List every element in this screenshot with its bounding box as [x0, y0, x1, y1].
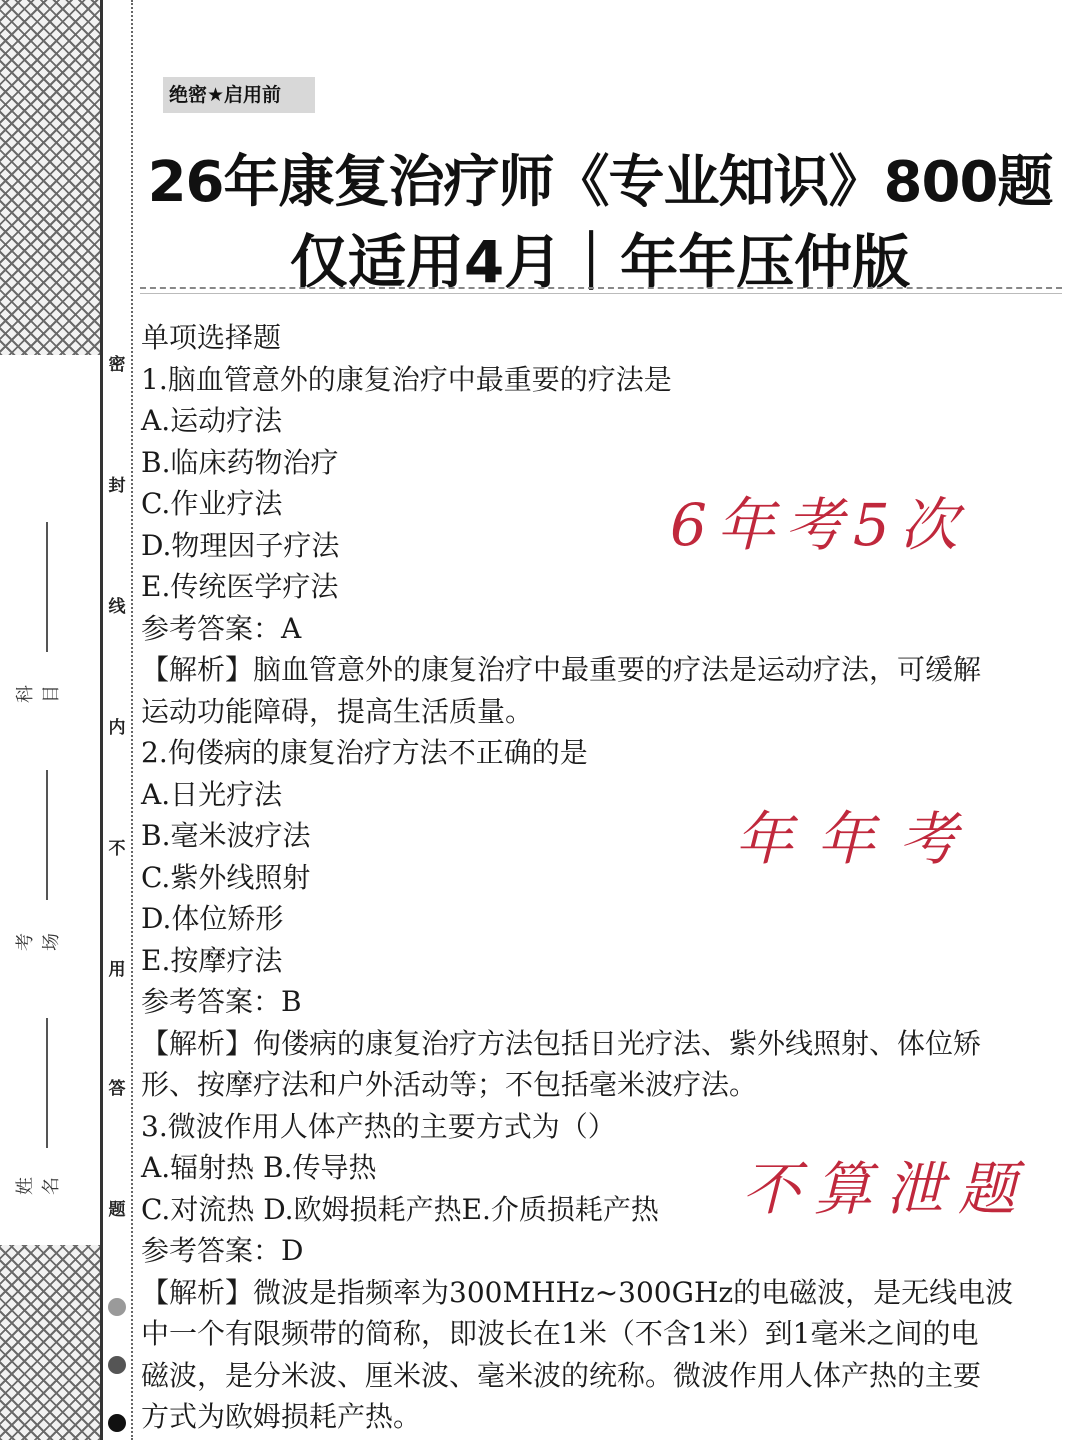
q3-explanation-line1: 【解析】微波是指频率为300MHHz~300GHz的电磁波，是无线电波 [141, 1275, 1014, 1309]
question-1: 1.脑血管意外的康复治疗中最重要的疗法是 [141, 362, 672, 396]
field-label-subject: 科目 [15, 685, 62, 703]
page-title-line1: 26年康复治疗师《专业知识》800题 [147, 150, 1053, 215]
binding-dotted-line [131, 0, 133, 1440]
q2-answer: 参考答案：B [141, 985, 302, 1018]
field-line-subject [46, 522, 48, 652]
question-3: 3.微波作用人体产热的主要方式为（） [141, 1109, 616, 1143]
page-title-line2: 仅适用4月｜年年压仲版 [289, 228, 911, 296]
q3-options-ab: A.辐射热 B.传导热 [141, 1151, 377, 1184]
field-line-room [46, 770, 48, 900]
q1-option-b: B.临床药物治疗 [141, 445, 339, 479]
seal-char-2: 封 [108, 476, 126, 496]
q1-option-c: C.作业疗法 [141, 487, 283, 520]
punch-hole-2 [108, 1356, 126, 1374]
q1-option-a: A.运动疗法 [141, 404, 283, 437]
seal-char-7: 答 [108, 1079, 126, 1099]
binding-border-line [100, 0, 103, 1440]
seal-char-3: 线 [108, 597, 126, 617]
q3-explanation-line3: 磁波，是分米波、厘米波、毫米波的统称。微波作用人体产热的主要 [141, 1358, 982, 1392]
q3-options-cde: C.对流热 D.欧姆损耗产热E.介质损耗产热 [141, 1192, 659, 1226]
seal-char-8: 题 [108, 1200, 126, 1220]
seal-char-1: 密 [108, 355, 126, 375]
seal-char-4: 内 [108, 718, 126, 738]
q3-explanation-line4: 方式为欧姆损耗产热。 [141, 1400, 422, 1433]
section-heading: 单项选择题 [141, 321, 282, 354]
q2-explanation-line2: 形、按摩疗法和户外活动等；不包括毫米波疗法。 [141, 1068, 758, 1101]
punch-hole-1 [108, 1298, 126, 1316]
binding-pattern-top [0, 0, 100, 355]
q2-explanation-line1: 【解析】佝偻病的康复治疗方法包括日光疗法、紫外线照射、体位矫 [141, 1026, 982, 1060]
confidential-badge: 绝密★启用前 [163, 77, 315, 113]
field-label-name: 姓名 [15, 1177, 62, 1195]
header-divider [140, 287, 1062, 294]
punch-hole-3 [108, 1414, 126, 1432]
q1-answer: 参考答案：A [141, 611, 302, 645]
q1-option-e: E.传统医学疗法 [141, 570, 339, 603]
seal-char-6: 用 [108, 960, 126, 980]
q3-explanation-line2: 中一个有限频带的简称，即波长在1米（不含1米）到1毫米之间的电 [141, 1317, 979, 1350]
field-line-name [46, 1018, 48, 1148]
q2-option-a: A.日光疗法 [141, 777, 283, 811]
q2-option-c: C.紫外线照射 [141, 860, 311, 894]
q2-option-d: D.体位矫形 [141, 902, 284, 935]
field-label-room: 考场 [15, 933, 62, 951]
binding-pattern-bottom [0, 1245, 100, 1440]
handwritten-note-3: 不算泄题 [742, 1155, 1031, 1223]
q1-explanation-line1: 【解析】脑血管意外的康复治疗中最重要的疗法是运动疗法，可缓解 [141, 653, 982, 686]
handwritten-note-1: 6年考5次 [670, 491, 968, 559]
q1-option-d: D.物理因子疗法 [141, 528, 340, 562]
q2-option-b: B.毫米波疗法 [141, 819, 311, 852]
q1-explanation-line2: 运动功能障碍，提高生活质量。 [141, 694, 534, 728]
q2-option-e: E.按摩疗法 [141, 943, 283, 977]
seal-char-5: 不 [108, 839, 126, 859]
q3-answer: 参考答案：D [141, 1234, 304, 1267]
question-2: 2.佝偻病的康复治疗方法不正确的是 [141, 736, 588, 769]
handwritten-note-2: 年年考 [735, 805, 982, 873]
